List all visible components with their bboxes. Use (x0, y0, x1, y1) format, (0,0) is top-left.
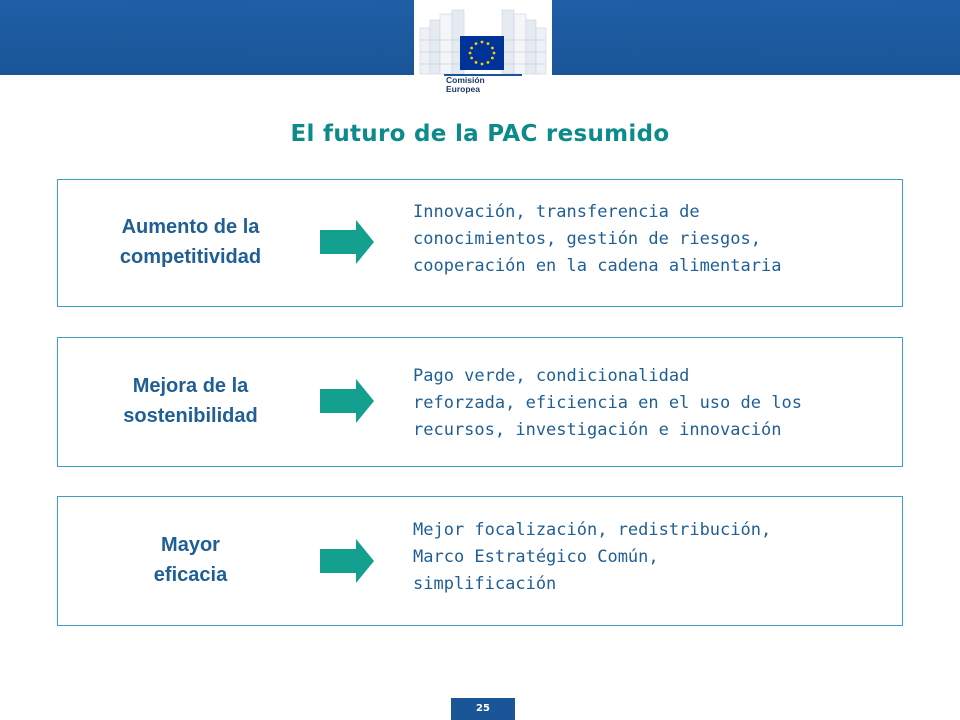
row-label (58, 530, 323, 590)
row-description-line: recursos, investigación e innovación (413, 420, 782, 440)
row-label (58, 371, 323, 431)
row-description (413, 199, 893, 280)
row-description-line: reforzada, eficiencia en el uso de los (413, 393, 802, 413)
row-description (413, 517, 893, 598)
row-description (413, 363, 893, 444)
logo-caption (446, 76, 506, 94)
logo-line-2: Europea (446, 84, 481, 94)
row-label-line: sostenibilidad (123, 405, 258, 427)
row-description-line: Marco Estratégico Común, (413, 547, 659, 567)
row-label-line: competitividad (119, 246, 262, 268)
logo-line-1: Comisión (446, 75, 485, 85)
arrow-right-icon (320, 539, 374, 583)
slide-title: El futuro de la PAC resumido (290, 121, 670, 147)
row-label (58, 212, 323, 272)
row-sostenibilidad (57, 337, 903, 467)
row-label-line: eficacia (153, 564, 228, 586)
row-label-line: Mayor (161, 534, 220, 556)
row-description-line: Pago verde, condicionalidad (413, 366, 690, 386)
row-eficacia (57, 496, 903, 626)
row-label-line: Mejora de la (132, 375, 249, 397)
row-description-line: conocimientos, gestión de riesgos, (413, 229, 761, 249)
row-competitividad (57, 179, 903, 307)
arrow-right-icon (320, 379, 374, 423)
arrow-right-icon (320, 220, 374, 264)
row-description-line: simplificación (413, 574, 557, 594)
row-description-line: Innovación, transferencia de (413, 202, 700, 222)
row-description-line: Mejor focalización, redistribución, (413, 520, 772, 540)
page-number: 25 (451, 698, 515, 720)
row-description-line: cooperación en la cadena alimentaria (413, 256, 782, 276)
row-label-line: Aumento de la (121, 216, 260, 238)
